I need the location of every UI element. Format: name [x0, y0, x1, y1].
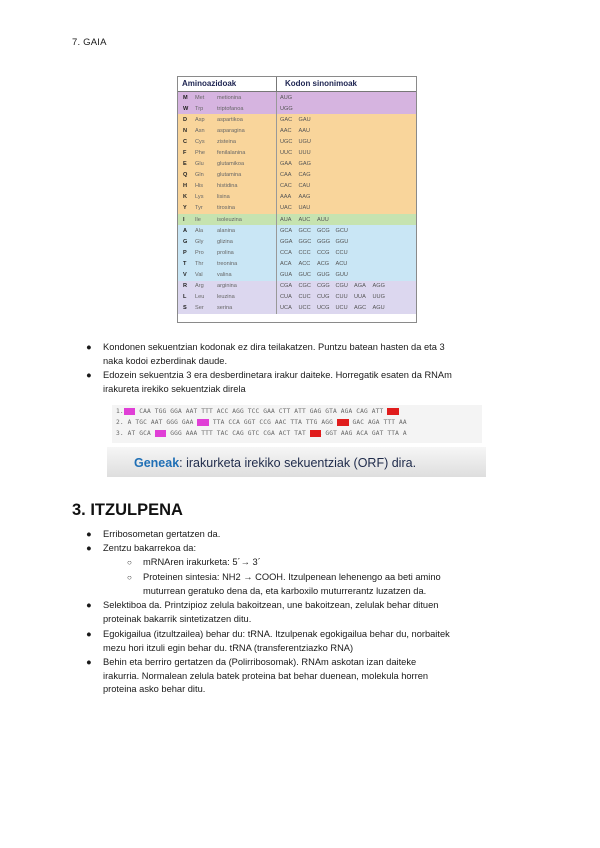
- codon: CGG: [317, 283, 330, 290]
- codon-row: [178, 270, 416, 281]
- codon-row: [178, 292, 416, 303]
- codon: ACG: [317, 260, 330, 267]
- amino-name: aspartikoa: [217, 116, 243, 123]
- codon: AAC: [280, 127, 292, 134]
- codon-list: [276, 203, 416, 214]
- amino-letter: Q: [183, 172, 188, 179]
- circle-bullet: ○: [127, 558, 132, 567]
- codon: GGA: [280, 238, 293, 245]
- codon: UUA: [354, 294, 366, 301]
- amino-name: fenilalanina: [217, 150, 246, 157]
- codon: UCG: [317, 305, 330, 312]
- amino-letter: D: [183, 116, 188, 123]
- codon: AUU: [317, 216, 329, 223]
- amino-abbr: Leu: [195, 294, 205, 301]
- list-item: ● Zentzu bakarrekoa da:: [103, 542, 196, 556]
- amino-letter: K: [183, 194, 188, 201]
- codon-list: [276, 92, 416, 103]
- amino-abbr: Lys: [195, 194, 204, 201]
- codon-list: [276, 214, 416, 225]
- codon: CCG: [317, 249, 330, 256]
- codon-list: [276, 236, 416, 247]
- codon: UUC: [280, 150, 293, 157]
- codon: GAG: [298, 161, 311, 168]
- start-codon-highlight: ATG: [123, 408, 136, 415]
- amino-name: asparagina: [217, 127, 245, 134]
- amino-letter: M: [183, 94, 188, 101]
- codon: UCU: [335, 305, 348, 312]
- codon: GAU: [298, 116, 311, 123]
- amino-abbr: Ser: [195, 305, 204, 312]
- start-codon-highlight: ATG: [154, 430, 167, 437]
- amino-name: leuzina: [217, 294, 235, 301]
- codon: UGC: [280, 138, 293, 145]
- amino-abbr: Glu: [195, 161, 204, 168]
- codon: CAG: [298, 172, 311, 179]
- bullet-dot: ●: [86, 657, 92, 667]
- amino-abbr: Trp: [195, 105, 204, 112]
- codon-row: [178, 236, 416, 247]
- codon-list: [276, 170, 416, 181]
- stop-codon-highlight: TAA: [336, 419, 349, 426]
- codon-list: [276, 125, 416, 136]
- codon: AUC: [298, 216, 311, 223]
- codon-row: [178, 136, 416, 147]
- codon-list: [276, 292, 416, 303]
- codon: GGG: [317, 238, 331, 245]
- amino-letter: S: [183, 305, 187, 312]
- codon: CUU: [335, 294, 348, 301]
- amino-abbr: Cys: [195, 138, 205, 145]
- amino-letter: V: [183, 272, 187, 279]
- amino-name: glizina: [217, 238, 233, 245]
- codon: UUG: [372, 294, 385, 301]
- amino-letter: A: [183, 227, 188, 234]
- codon: CUG: [317, 294, 330, 301]
- codon-list: [276, 181, 416, 192]
- amino-letter: C: [183, 138, 188, 145]
- codon-list: [276, 247, 416, 258]
- amino-letter: L: [183, 294, 187, 301]
- amino-abbr: Gln: [195, 172, 204, 179]
- codon: AGA: [354, 283, 366, 290]
- sequence-line-2: 2. A TGC AAT GGG GAA ATG TTA CCA GGT CCG AAC TTA TTG AGG TAA GAC AGA TTT AA: [116, 419, 407, 426]
- codon: GCC: [298, 227, 311, 234]
- codon: AGU: [372, 305, 385, 312]
- codon-list: [276, 270, 416, 281]
- codon-row: [178, 147, 416, 158]
- amino-abbr: His: [195, 183, 204, 190]
- amino-abbr: Thr: [195, 260, 204, 267]
- amino-name: tirosina: [217, 205, 236, 212]
- codon: GCG: [317, 227, 330, 234]
- codon: AAU: [298, 127, 311, 134]
- codon: AUA: [280, 216, 292, 223]
- codon-row: [178, 303, 416, 314]
- amino-letter: R: [183, 283, 188, 290]
- codon-row: [178, 114, 416, 125]
- amino-letter: H: [183, 183, 188, 190]
- bullet-dot: ●: [86, 629, 92, 639]
- codon: CGU: [335, 283, 348, 290]
- amino-abbr: Ile: [195, 216, 201, 223]
- codon-row: [178, 125, 416, 136]
- start-codon-highlight: ATG: [197, 419, 210, 426]
- codon-list: [276, 114, 416, 125]
- amino-name: treonina: [217, 260, 238, 267]
- codon-row: [178, 92, 416, 103]
- codon: AAG: [298, 194, 311, 201]
- codon-row: [178, 225, 416, 236]
- codon-list: [276, 103, 416, 114]
- amino-name: isoleuzina: [217, 216, 242, 223]
- amino-letter: I: [183, 216, 185, 223]
- codon: GAC: [280, 116, 293, 123]
- sequence-line-1: 1.ATG CAA TGG GGA AAT TTT ACC AGG TCC GAA CTT ATT GAG GTA AGA CAG ATT TAA: [116, 408, 399, 415]
- codon: CUA: [280, 294, 292, 301]
- sub-list-item: ○ Proteinen sintesia: NH2 → COOH. Itzulpenean lehenengo aa beti amino muturrean geratuko dena da, eta karboxilo muturrerantz luzatzen da.: [127, 572, 441, 596]
- amino-abbr: Phe: [195, 150, 205, 157]
- stop-codon-highlight: TGA: [309, 430, 322, 437]
- amino-letter: G: [183, 238, 188, 245]
- codon-row: [178, 159, 416, 170]
- amino-letter: E: [183, 161, 187, 168]
- codon: AAA: [280, 194, 292, 201]
- codon: GAA: [280, 161, 292, 168]
- bullet-dot: ●: [86, 529, 92, 539]
- codon-list: [276, 281, 416, 292]
- codon: UAU: [298, 205, 311, 212]
- amino-letter: W: [183, 105, 189, 112]
- codon: CCA: [280, 249, 292, 256]
- list-item: ● Edozein sekuentzia 3 era desberdinetara irakur daiteke. Horregatik esaten da RNAm irakureta irekiko sekuentziak direla: [86, 370, 452, 394]
- codon: GUC: [298, 272, 311, 279]
- list-item: ● Selektiboa da. Printzipioz zelula bakoitzean, une bakoitzean, zelulak behar dituen proteinak bakarrik sintetizatzen ditu.: [86, 600, 439, 624]
- codon-row: [178, 214, 416, 225]
- amino-letter: P: [183, 249, 187, 256]
- amino-abbr: Pro: [195, 249, 204, 256]
- section-title: 3. ITZULPENA: [72, 501, 183, 519]
- list-item: ● Egokigailua (itzultzailea) behar du: tRNA. Itzulpenak egokigailua behar du, norbaitek mezu hori itzuli egin behar du. tRNA (transferentziazko RNA): [86, 629, 450, 653]
- codon: GGU: [335, 238, 349, 245]
- page-header: 7. GAIA: [72, 37, 107, 48]
- bullet-dot: ●: [86, 543, 92, 553]
- amino-letter: F: [183, 150, 187, 157]
- codon-row: [178, 192, 416, 203]
- codon: UCA: [280, 305, 292, 312]
- codon: CUC: [298, 294, 311, 301]
- codon: CGA: [280, 283, 293, 290]
- amino-abbr: Met: [195, 94, 205, 101]
- codon: CAC: [280, 183, 292, 190]
- amino-name: prolina: [217, 249, 234, 256]
- amino-abbr: Tyr: [195, 205, 203, 212]
- codon-list: [276, 159, 416, 170]
- codon-list: [276, 136, 416, 147]
- sequence-line-3: 3. AT GCA ATG GGG AAA TTT TAC CAG GTC CGA ACT TAT TGA GGT AAG ACA GAT TTA A: [116, 430, 407, 437]
- codon: CGC: [298, 283, 311, 290]
- codon-list: [276, 303, 416, 314]
- amino-name: valina: [217, 272, 232, 279]
- amino-name: glutamina: [217, 172, 242, 179]
- amino-abbr: Ala: [195, 227, 204, 234]
- codon: GUU: [335, 272, 348, 279]
- codon-row: [178, 170, 416, 181]
- codon: AGG: [372, 283, 385, 290]
- amino-name: zisteina: [217, 138, 236, 145]
- list-item: ● Kondonen sekuentzian kodonak ez dira teilakatzen. Puntzu batean hasten da eta 3 naka kodoi ezberdinak daude.: [86, 342, 445, 366]
- codon: UGU: [298, 138, 311, 145]
- codon: GCU: [335, 227, 348, 234]
- amino-abbr: Asp: [195, 116, 205, 123]
- codon-table-header: [178, 77, 416, 92]
- codon: GCA: [280, 227, 293, 234]
- stop-codon-highlight: TAA: [387, 408, 399, 415]
- codon: CAU: [298, 183, 311, 190]
- header-synonymous-codons: Kodon sinonimoak: [276, 77, 416, 91]
- codon-list: [276, 258, 416, 269]
- codon: UCC: [298, 305, 311, 312]
- codon-list: [276, 147, 416, 158]
- codon-list: [276, 225, 416, 236]
- amino-abbr: Asn: [195, 127, 205, 134]
- codon: UUU: [298, 150, 311, 157]
- codon: ACA: [280, 260, 292, 267]
- codon: CAA: [280, 172, 292, 179]
- header-amino-acids: Aminoazidoak: [182, 79, 237, 88]
- codon: CCC: [298, 249, 311, 256]
- codon: ACC: [298, 260, 311, 267]
- codon-row: [178, 203, 416, 214]
- bullet-dot: ●: [86, 342, 92, 352]
- codon-list: [276, 192, 416, 203]
- codon-row: [178, 247, 416, 258]
- codon: CCU: [335, 249, 348, 256]
- codon: UAC: [280, 205, 292, 212]
- amino-name: metionina: [217, 94, 242, 101]
- amino-letter: Y: [183, 205, 187, 212]
- list-item: ● Erribosometan gertatzen da.: [103, 528, 220, 542]
- amino-name: lisina: [217, 194, 230, 201]
- codon: GUA: [280, 272, 293, 279]
- amino-abbr: Arg: [195, 283, 204, 290]
- amino-name: arginina: [217, 283, 237, 290]
- codon-row: [178, 181, 416, 192]
- amino-name: histidina: [217, 183, 238, 190]
- amino-abbr: Val: [195, 272, 203, 279]
- amino-name: serina: [217, 305, 233, 312]
- codon: GUG: [317, 272, 330, 279]
- codon-row: [178, 258, 416, 269]
- codon: AUG: [280, 94, 293, 101]
- gene-banner-text: Geneak: irakurketa irekiko sekuentziak (ORF) dira.: [134, 456, 417, 470]
- amino-name: glutamikoa: [217, 161, 245, 168]
- list-item: ● Behin eta berriro gertatzen da (Polirribosomak). RNAm askotan izan daiteke irakurria. Normalean zelula batek proteina bat behar duenean, molekula horren proteina asko behar ditu.: [86, 657, 429, 694]
- codon: AGC: [354, 305, 367, 312]
- amino-letter: N: [183, 127, 188, 134]
- codon: ACU: [335, 260, 348, 267]
- amino-letter: T: [183, 260, 187, 267]
- bullet-dot: ●: [86, 370, 92, 380]
- codon-row: [178, 103, 416, 114]
- codon-table-body: [178, 92, 416, 321]
- amino-name: alanina: [217, 227, 236, 234]
- amino-name: triptofanoa: [217, 105, 244, 112]
- circle-bullet: ○: [127, 573, 132, 582]
- sub-list-item: ○ mRNAren irakurketa: 5´→ 3´: [143, 556, 261, 570]
- codon: UGG: [280, 105, 293, 112]
- amino-abbr: Gly: [195, 238, 204, 245]
- bullet-dot: ●: [86, 600, 92, 610]
- codon: GGC: [298, 238, 312, 245]
- codon-table: [177, 76, 417, 323]
- codon-row: [178, 281, 416, 292]
